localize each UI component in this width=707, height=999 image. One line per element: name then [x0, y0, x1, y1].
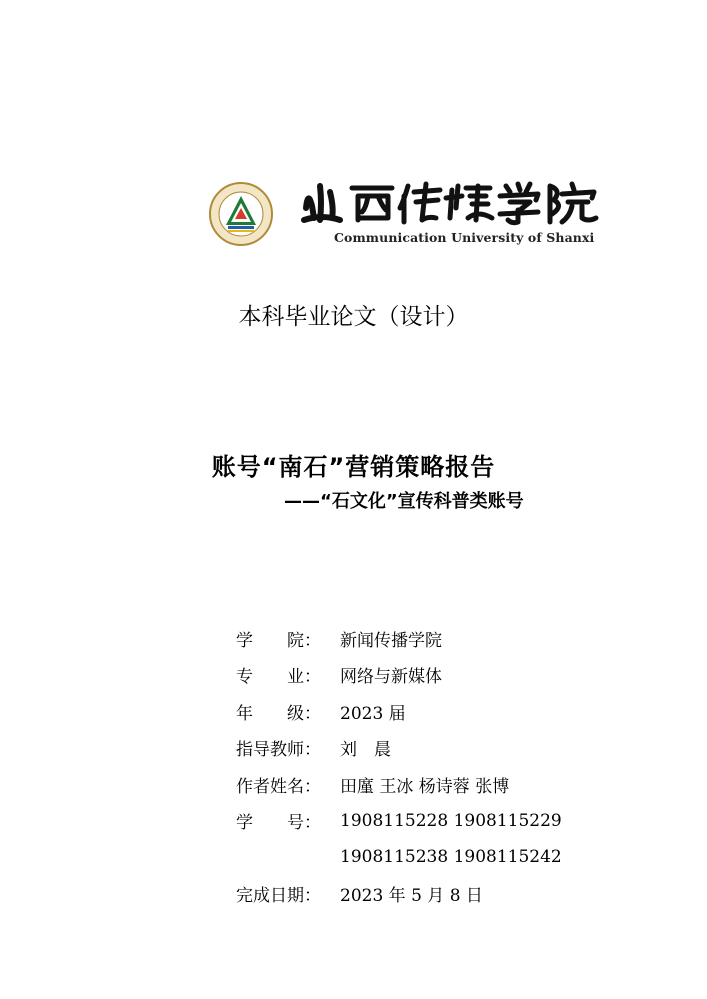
student-id-value-2: 1908115238 1908115242: [340, 847, 562, 868]
info-row-grade: [236, 693, 562, 730]
major-label: 专 业：: [236, 667, 321, 688]
info-row-authors: [236, 766, 562, 803]
info-row-advisor: [236, 730, 562, 767]
thesis-info: [236, 620, 562, 912]
info-row-student-id-2: [236, 839, 562, 876]
university-wordmark-icon: [300, 178, 600, 228]
university-seal-icon: [208, 181, 274, 247]
date-label: 完成日期：: [236, 886, 321, 907]
student-id-label: 学 号：: [236, 813, 321, 834]
student-id-value: 1908115228 1908115229: [340, 810, 562, 831]
info-row-major: [236, 657, 562, 694]
authors-value: 田廑 王冰 杨诗蓉 张博: [340, 776, 510, 797]
grade-value: 2023 届: [340, 703, 406, 724]
advisor-label: 指导教师：: [236, 740, 321, 761]
college-value: 新闻传播学院: [340, 630, 442, 651]
info-row-college: [236, 620, 562, 657]
thesis-subtitle: ——“石文化”宣传科普类账号: [284, 491, 524, 512]
info-row-date: [236, 876, 562, 913]
grade-label: 年 级：: [236, 703, 321, 724]
major-value: 网络与新媒体: [340, 667, 442, 688]
degree-type: 本科毕业论文（设计）: [238, 304, 469, 330]
info-row-student-id: [236, 803, 562, 840]
date-value: 2023 年 5 月 8 日: [340, 886, 483, 907]
thesis-title: 账号“南石”营销策略报告: [211, 453, 496, 481]
university-logo: [208, 178, 608, 250]
college-label: 学 院：: [236, 630, 321, 651]
authors-label: 作者姓名：: [236, 776, 321, 797]
advisor-value: 刘 晨: [340, 740, 391, 761]
university-name-english: Communication University of Shanxi: [334, 230, 595, 245]
